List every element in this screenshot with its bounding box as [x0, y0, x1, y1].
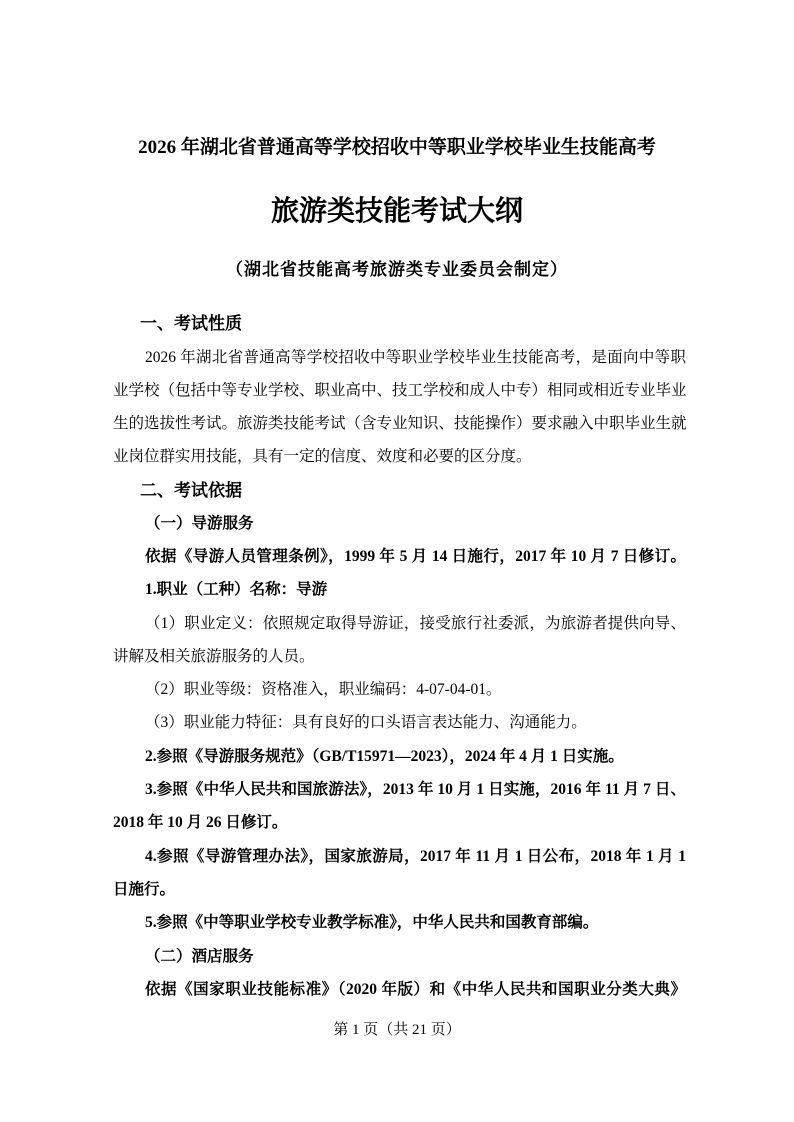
definition-line: 讲解及相关旅游服务的人员。 — [113, 648, 315, 665]
definition-line: （1）职业定义：依照规定取得导游证，接受旅行社委派，为旅游者提供向导、 — [145, 615, 686, 632]
item-3-cont: 2018 年 10 月 26 日修订。 — [113, 814, 288, 831]
item-5: 5.参照《中等职业学校专业教学标准》，中华人民共和国教育部编。 — [145, 914, 599, 931]
basis-line-2: 依据《国家职业技能标准》（2020 年版）和《中华人民共和国职业分类大典》 — [145, 981, 686, 998]
item-4: 4.参照《导游管理办法》，国家旅游局，2017 年 11 月 1 日公布，2018 年 1 月 1 — [145, 848, 686, 865]
paragraph-line: 2026 年湖北省普通高等学校招收中等职业学校毕业生技能高考，是面向中等职 — [145, 349, 686, 366]
paragraph-line: 生的选拔性考试。旅游类技能考试（含专业知识、技能操作）要求融入中职毕业生就 — [113, 415, 687, 432]
item-4-cont: 日施行。 — [113, 881, 176, 898]
title-line-1: 2026 年湖北省普通高等学校招收中等职业学校毕业生技能高考 — [138, 137, 656, 158]
ability-line: （3）职业能力特征：具有良好的口头语言表达能力、沟通能力。 — [145, 714, 587, 731]
basis-line: 依据《导游人员管理条例》，1999 年 5 月 14 日施行，2017 年 10 月 7 日修订。 — [145, 548, 686, 565]
section-heading-basis: 二、考试依据 — [140, 481, 242, 500]
subsection-hotel: （二）酒店服务 — [145, 948, 254, 965]
paragraph-line: 业学校（包括中等专业学校、职业高中、技工学校和成人中专）相同或相近专业毕业 — [113, 382, 687, 399]
item-3: 3.参照《中华人民共和国旅游法》，2013 年 10 月 1 日实施，2016 年 11 月 7 日、 — [145, 781, 686, 798]
level-line: （2）职业等级：资格准入，职业编码：4-07-04-01。 — [145, 681, 502, 698]
page-footer: 第 1 页（共 21 页） — [333, 1022, 461, 1038]
item-2: 2.参照《导游服务规范》（GB/T15971—2023），2024 年 4 月 1 日实施。 — [145, 748, 624, 765]
subtitle: （湖北省技能高考旅游类专业委员会制定） — [226, 260, 568, 279]
item-1: 1.职业（工种）名称：导游 — [145, 581, 328, 598]
section-heading-nature: 一、考试性质 — [140, 314, 242, 333]
page-title: 旅游类技能考试大纲 — [270, 196, 523, 227]
paragraph-line: 业岗位群实用技能，具有一定的信度、效度和必要的区分度。 — [113, 448, 532, 465]
subsection-tour-guide: （一）导游服务 — [145, 515, 254, 532]
